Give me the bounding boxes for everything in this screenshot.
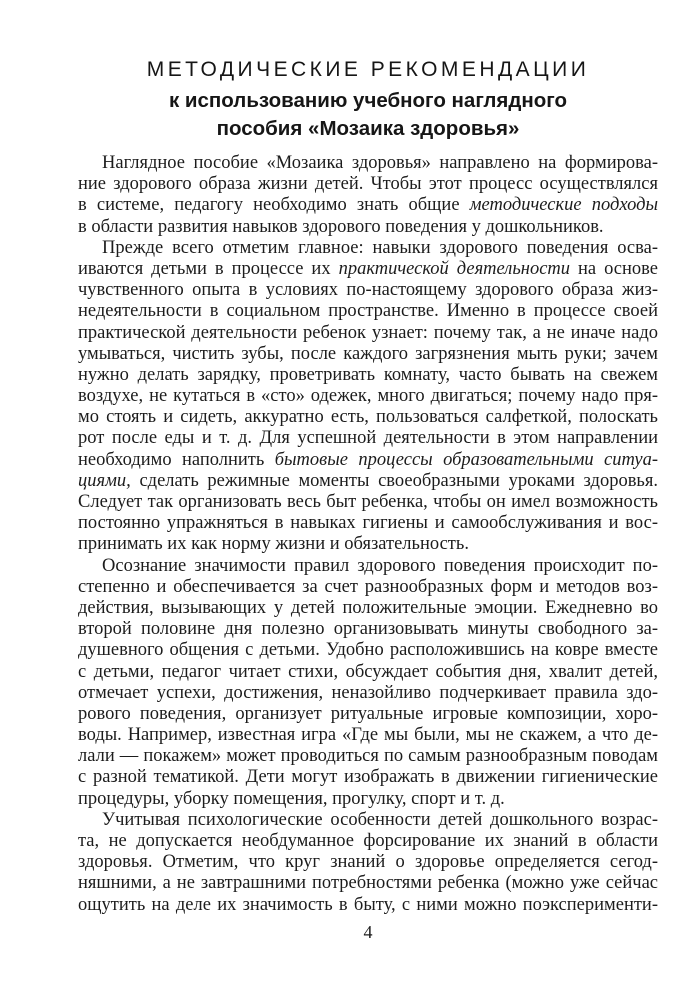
text-segment: Осознание значимости правил здорового поведения происходит по- [102, 555, 658, 576]
paragraph [78, 238, 658, 556]
text-segment: Учитывая психологические особенности детей дошкольного возрас- [102, 809, 658, 830]
text-line [78, 598, 658, 619]
text-segment: рот после еды и т. д. Для успешной деятельности в этом направлении [78, 428, 658, 449]
text-line [78, 852, 658, 873]
text-line [78, 534, 658, 555]
text-line [78, 386, 658, 407]
text-line [78, 174, 658, 195]
text-line [78, 365, 658, 386]
text-line [78, 195, 658, 216]
text-segment: процедуры, уборку помещения, прогулку, спорт и т. д. [78, 788, 505, 809]
text-segment: ние здорового образа жизни детей. Чтобы этот процесс осуществлялся [78, 174, 658, 195]
text-segment: мо стоять и сидеть, аккуратно есть, пользоваться салфеткой, полоскать [78, 407, 658, 428]
paragraph [78, 810, 658, 916]
text-line [78, 556, 658, 577]
text-line [78, 280, 658, 301]
text-segment: недеятельности в социальном пространстве. Именно в процессе своей [78, 301, 658, 322]
text-segment: действия, вызывающих у детей положительные эмоции. Ежедневно во [78, 597, 658, 618]
title-caps-line: МЕТОДИЧЕСКИЕ РЕКОМЕНДАЦИИ [146, 58, 590, 81]
text-line [78, 471, 658, 492]
text-line [78, 683, 658, 704]
italic-text: методические подходы [469, 195, 658, 216]
text-segment: ощутить на деле их значимость в быту, с ними можно поэксперименти- [78, 894, 658, 915]
text-segment: Следует так организовать весь быт ребенка, чтобы он имел возможность [78, 492, 658, 512]
text-segment: Прежде всего отметим главное: навыки здорового поведения осва- [102, 237, 658, 258]
text-segment: душевного общения с детьми. Удобно расположившись на ковре вместе [78, 640, 658, 661]
text-segment: воздухе, не кутаться в «сто» одежек, много двигаться; почему надо пря- [78, 386, 658, 407]
text-line [78, 492, 658, 513]
text-segment: степенно и обеспечивается за счет разнообразных форм и методов воз- [78, 576, 658, 597]
text-line [78, 895, 658, 916]
text-segment: лали — покажем» может проводиться по самым разнообразным поводам [78, 746, 658, 767]
text-segment: сделать режимные моменты своеобразными уроками здоровья. [130, 470, 658, 491]
text-segment: принимать их как норму жизни и обязательность. [78, 534, 469, 555]
text-line [78, 831, 658, 852]
text-line [78, 428, 658, 449]
text-segment: второй половине дня полезно организовывать минуты свободного за- [78, 619, 658, 640]
text-segment: рового поведения, организует ритуальные игровые композиции, хоро- [78, 703, 658, 724]
text-line [78, 873, 658, 894]
paragraph [78, 556, 658, 810]
text-segment: воды. Например, известная игра «Где мы были, мы не скажем, а что де- [78, 725, 658, 746]
text-line [78, 301, 658, 322]
paragraph [78, 153, 658, 238]
text-line [78, 640, 658, 661]
text-segment: постоянно упражняться в навыках гигиены и самообслуживания и вос- [78, 513, 658, 534]
text-segment: в области развития навыков здорового поведения у дошкольников. [78, 216, 604, 237]
content-column [78, 0, 658, 916]
text-segment: нужно делать зарядку, проветривать комнату, часто бывать на свежем [78, 364, 658, 385]
text-segment: на основе [570, 258, 659, 279]
text-segment: отмечает успехи, достижения, неназойливо подчеркивает правила здо- [78, 682, 658, 703]
italic-text: практической деятельности [338, 258, 571, 279]
text-segment: умываться, чистить зубы, после каждого загрязнения мыть руки; зачем [78, 343, 658, 364]
title-subtitle-line-2: пособия «Мозаика здоровья» [216, 116, 520, 140]
italic-text: бытовые процессы образовательными ситуа- [274, 449, 659, 470]
text-segment: с детьми, педагог читает стихи, обсуждает события дня, хвалит детей, [78, 661, 658, 682]
title-subtitle-line-1: к использованию учебного наглядного [168, 89, 568, 112]
page-title [78, 57, 658, 142]
text-line [78, 767, 658, 788]
page-footer [78, 922, 658, 943]
text-line [78, 153, 658, 174]
text-line [78, 725, 658, 746]
text-line [78, 746, 658, 767]
text-line [78, 407, 658, 428]
text-segment: необходимо наполнить [78, 449, 275, 470]
text-segment: с разной тематикой. Дети могут изображать в движении гигиенические [78, 767, 658, 788]
text-line [78, 323, 658, 344]
text-segment: здоровья. Отметим, что круг знаний о здоровье определяется сегод- [78, 852, 658, 873]
text-line [78, 450, 658, 471]
text-line [78, 344, 658, 365]
text-segment: чувственного опыта в условиях по-настоящему здорового образа жиз- [78, 280, 658, 301]
text-line [78, 810, 658, 831]
text-line [78, 217, 658, 238]
text-line [78, 577, 658, 598]
text-segment: иваются детьми в процессе их [78, 258, 339, 279]
text-line [78, 789, 658, 810]
text-line [78, 513, 658, 534]
body-text [78, 153, 658, 916]
text-line [78, 238, 658, 259]
text-segment: Наглядное пособие «Мозаика здоровья» направлено на формирова- [102, 153, 658, 173]
text-line [78, 662, 658, 683]
text-segment: практической деятельности ребенок узнает: почему так, а не иначе надо [78, 322, 658, 343]
text-line [78, 259, 658, 280]
text-segment: няшними, а не завтрашними потребностями ребенка (можно уже сейчас [78, 873, 658, 894]
italic-text: циями, [78, 470, 131, 491]
text-segment: в системе, педагогу необходимо знать общие [78, 195, 470, 216]
text-segment: та, не допускается необдуманное форсирование их знаний в области [78, 831, 658, 851]
text-line [78, 704, 658, 725]
text-line [78, 619, 658, 640]
page-number: 4 [363, 922, 373, 942]
